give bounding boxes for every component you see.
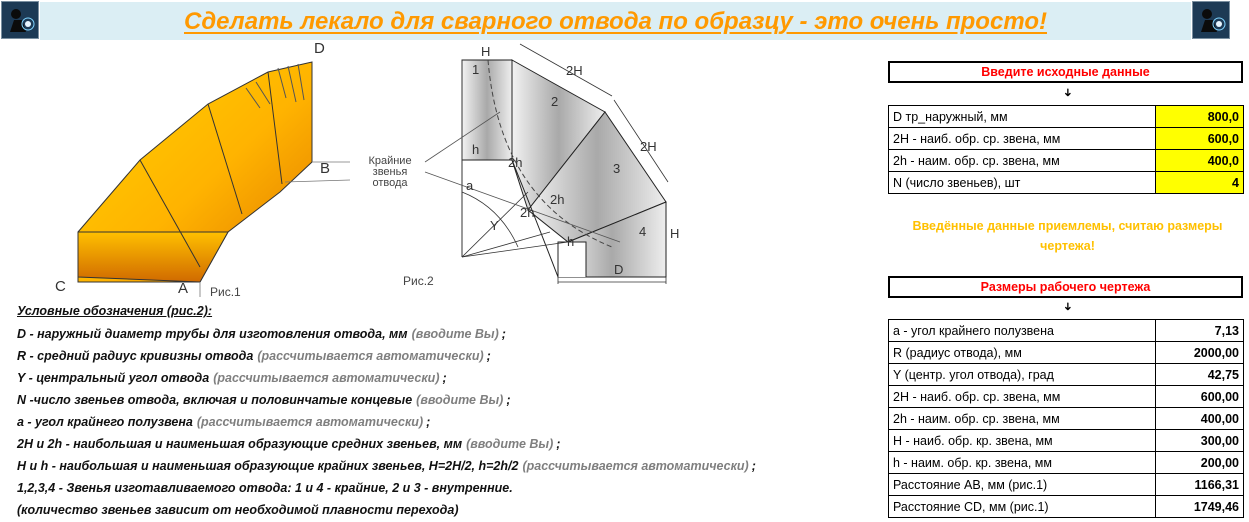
output-row-label: 2h - наим. обр. ср. звена, мм: [889, 408, 1156, 430]
input-table: [888, 105, 1244, 194]
legend-line: [17, 503, 466, 517]
input-row-label: 2H - наиб. обр. ср. звена, мм: [889, 128, 1156, 150]
legend-tail: ;: [426, 415, 431, 429]
legend-line: [17, 415, 430, 429]
legend-heading: Условные обозначения (рис.2):: [17, 304, 213, 318]
welder-logo-left: [1, 1, 39, 39]
input-row-value[interactable]: 400,0: [1156, 150, 1244, 172]
point-c-label: C: [55, 278, 66, 295]
input-row-value[interactable]: 600,0: [1156, 128, 1244, 150]
output-row-label: a - угол крайнего полузвена: [889, 320, 1156, 342]
page-title: Сделать лекало для сварного отвода по образцу - это очень просто!: [184, 8, 1047, 35]
fig2-label-3: 3: [613, 161, 621, 176]
input-row: [889, 172, 1244, 194]
figure1-caption: Рис.1: [210, 285, 241, 299]
status-message: Введённые данные приемлемы, считаю размеры чертежа!: [912, 219, 1223, 253]
output-row-value: 1166,31: [1155, 474, 1243, 496]
fig2-label-a: a: [466, 178, 474, 193]
legend-text: a - угол крайнего полузвена: [17, 415, 193, 429]
point-b-label: B: [320, 160, 331, 177]
legend-note: (вводите Вы): [411, 327, 499, 341]
legend-text: 1,2,3,4 - Звенья изготавливаемого отвода: 1 и 4 - крайние, 2 и 3 - внутренние.: [17, 481, 513, 495]
input-row: [889, 150, 1244, 172]
legend-tail: ;: [506, 393, 511, 407]
output-row: [889, 386, 1244, 408]
fig2-label-2h-a: 2h: [508, 155, 523, 170]
output-row-value: 400,00: [1155, 408, 1243, 430]
point-d-label: D: [314, 40, 325, 57]
legend-note: (рассчитывается автоматически): [196, 415, 424, 429]
input-row-label: N (число звеньев), шт: [889, 172, 1156, 194]
legend-line: [17, 327, 506, 341]
input-row: [889, 128, 1244, 150]
output-row: [889, 430, 1244, 452]
legend-line: [17, 437, 560, 451]
input-panel-title: Введите исходные данные: [888, 61, 1243, 83]
input-row-value[interactable]: 800,0: [1156, 106, 1244, 128]
fig2-callout: Крайние звенья отвода: [368, 155, 412, 189]
output-row-value: 200,00: [1155, 452, 1243, 474]
legend-tail: ;: [751, 459, 756, 473]
legend-text: D - наружный диаметр трубы для изготовления отвода, мм: [17, 327, 408, 341]
output-table: [888, 319, 1244, 518]
legend-note: (рассчитывается автоматически): [213, 371, 440, 385]
fig2-label-h-left: h: [472, 142, 480, 157]
output-row-value: 7,13: [1155, 320, 1243, 342]
output-row-value: 2000,00: [1155, 342, 1243, 364]
fig2-label-h-bottom: h: [567, 234, 575, 249]
output-row-label: 2H - наиб. обр. ср. звена, мм: [889, 386, 1156, 408]
figure2-caption: Рис.2: [403, 274, 434, 288]
fig2-label-H-right: H: [670, 226, 680, 241]
legend-text: Y - центральный угол отвода: [17, 371, 210, 385]
fig2-label-4: 4: [639, 224, 647, 239]
fig2-label-D: D: [614, 262, 624, 277]
legend-line: [17, 393, 511, 407]
fig2-label-2h-c: 2h: [520, 205, 535, 220]
output-row-label: h - наим. обр. кр. звена, мм: [889, 452, 1156, 474]
legend-tail: ;: [556, 437, 561, 451]
legend-text: (количество звеньев зависит от необходимой плавности перехода): [17, 503, 459, 517]
legend-line: [17, 459, 756, 473]
output-row-value: 300,00: [1155, 430, 1243, 452]
fig2-label-H-top: H: [481, 44, 491, 59]
arrow-down-icon: ➜: [1061, 87, 1074, 98]
legend-text: H и h - наибольшая и наименьшая образующие крайних звеньев, H=2H/2, h=2h/2: [17, 459, 519, 473]
input-row-value[interactable]: 4: [1156, 172, 1244, 194]
legend-note: (вводите Вы): [466, 437, 554, 451]
output-row-label: R (радиус отвода), мм: [889, 342, 1156, 364]
output-row: [889, 408, 1244, 430]
output-row: [889, 342, 1244, 364]
output-row-value: 1749,46: [1155, 496, 1243, 518]
fig2-label-Y: Y: [490, 218, 499, 233]
legend-text: N -число звеньев отвода, включая и половинчатые концевые: [17, 393, 413, 407]
legend-line: [17, 349, 491, 363]
output-panel-title: Размеры рабочего чертежа: [888, 276, 1243, 298]
legend-note: (рассчитывается автоматически): [522, 459, 749, 473]
welder-logo-right: [1192, 1, 1230, 39]
fig2-label-2H-top: 2H: [566, 63, 583, 78]
fig2-label-2h-b: 2h: [550, 192, 565, 207]
legend-tail: ;: [442, 371, 447, 385]
output-row-label: Y (центр. угол отвода), град: [889, 364, 1156, 386]
output-row-value: 42,75: [1155, 364, 1243, 386]
output-row: [889, 496, 1244, 518]
input-row-label: 2h - наим. обр. ср. звена, мм: [889, 150, 1156, 172]
input-row-label: D тр_наружный, мм: [889, 106, 1156, 128]
point-a-label: A: [178, 280, 189, 297]
legend-tail: ;: [486, 349, 491, 363]
legend-text: 2H и 2h - наибольшая и наименьшая образующие средних звеньев, мм: [17, 437, 463, 451]
output-row-label: H - наиб. обр. кр. звена, мм: [889, 430, 1156, 452]
output-row: [889, 474, 1244, 496]
output-row-label: Расстояние AB, мм (рис.1): [889, 474, 1156, 496]
fig2-label-1: 1: [472, 62, 480, 77]
output-row-value: 600,00: [1155, 386, 1243, 408]
output-row-label: Расстояние CD, мм (рис.1): [889, 496, 1156, 518]
input-row: [889, 106, 1244, 128]
legend-tail: ;: [501, 327, 506, 341]
arrow-down-icon: ➜: [1061, 301, 1074, 312]
fig2-label-2H-right: 2H: [640, 139, 657, 154]
legend-line: [17, 371, 447, 385]
legend-line: [17, 481, 520, 495]
figure1-elbow-drawing: [50, 42, 350, 297]
legend-note: (рассчитывается автоматически): [257, 349, 484, 363]
fig2-label-2: 2: [551, 94, 559, 109]
output-row: [889, 320, 1244, 342]
title-banner: [40, 2, 1191, 40]
legend-note: (вводите Вы): [416, 393, 504, 407]
legend-text: R - средний радиус кривизны отвода: [17, 349, 254, 363]
output-row: [889, 452, 1244, 474]
output-row: [889, 364, 1244, 386]
